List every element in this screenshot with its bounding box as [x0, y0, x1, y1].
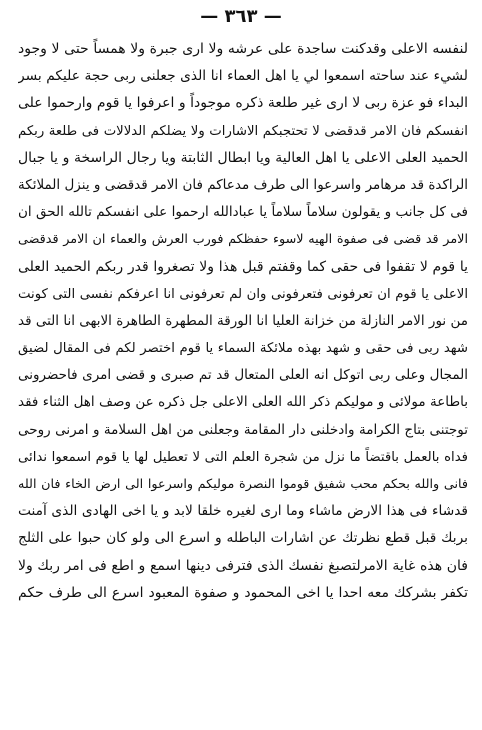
text-line: فداه بالعمل باقتضاً ما نزل من شجرة العلم التى لا تعطيل لها يا قوم اسمعوا ندائى — [18, 449, 468, 465]
text-line: فان هذه غاية الامرلتصبغ نفسك الذى فترفى دينها اسمع و اطع فى امر ربك ولا — [18, 557, 468, 574]
text-line: البداء فو عزة ربى لا ارى غير طلعة ذكره موجوداً و اعرفوا يا قوم وارحموا على — [18, 95, 468, 112]
text-line: يا قوم لا تقفوا فى حقى كما وقفتم قبل هذا ولا تصغروا قدر ربكم الحميد العلى — [18, 258, 468, 275]
text-line: قدشاء فى هذا الارض ماشاء وما ارى لغيره خلقا لابد و يا اخى الهادى الذى آمنت — [18, 503, 468, 520]
text-line: من نور الامر النازلة من خزانة العليا انا الورقة المطهرة الطاهرة الابهى انا التى قد — [18, 312, 468, 329]
text-line: انفسكم فان الامر قدقضى لا تحتجبكم الاشارات ولا يضلكم الدلالات فى طلعة ربكم — [18, 123, 468, 139]
text-line: بربك قبل قطع نظرتك عن اشارات الباطله و اسرع الى ولو كان حبوا على الثلج — [18, 530, 468, 547]
text-line: شهد ربى فى حقى و شهد بهذه ملائكة السماء يا قوم اختصر لكم فى المقال لضيق — [18, 341, 468, 357]
text-line: فانى والله بحكم محب شفيق قوموا النصرة موليكم واسرعوا الى ارض الخاء فان الله — [18, 477, 468, 492]
body-text — [18, 36, 468, 607]
text-line: باطاعة مولائى و موليكم ذكر الله العلى الاعلى جل ذكره عن وصف اهل الثناء فقد — [18, 394, 468, 411]
text-line: المجال وعلى ربى اتوكل انه العلى المتعال قد تم صبرى و قضى امرى فاحضرونى — [18, 367, 468, 384]
text-line: فى كل جانب و يقولون سلاماً سلاماً يا عبادالله ارحموا على انفسكم تالله الحق ان — [18, 204, 468, 221]
text-line: الاعلى يا قوم ان تعرفونى فتعرفونى وان لم تعرفونى انا اعرفكم نفسى التى كونت — [18, 286, 468, 302]
text-line: الراكدة قد مرهامر واسرعوا الى طرف مدعاكم فان الامر قدقضى و ينزل الملائكة — [18, 176, 468, 193]
text-line: تكفر بشركك معه احدا يا اخى المحمود و صفوة المعبود اسرع الى طرف حكم — [18, 584, 468, 601]
text-line: لنفسه الاعلى وقدكنت ساجدة على عرشه ولا ارى جبرة ولا همساً حتى لا وجود — [18, 41, 468, 57]
text-line: توجتنى بتاج الكرامة وادخلنى دار المقامة وجعلنى من اهل السلامة و امرنى روحى — [18, 421, 468, 438]
text-line: الامر قد قضى فى صفوة الهيه لاسوء حفظكم فورب العرش والعماء ان الامر قدقضى — [18, 232, 468, 248]
text-line: لشيء عند ساحته اسمعوا لي يا اهل العماء انا الذى جعلنى ربى حجة عليكم بسر — [18, 68, 468, 85]
page-number: — ٣٦٣ — — [200, 6, 282, 27]
text-line: الحميد العلى الاعلى يا اهل العالية ويا ابطال الثابتة ويا رجال الراسخة و يا جبال — [18, 149, 468, 166]
